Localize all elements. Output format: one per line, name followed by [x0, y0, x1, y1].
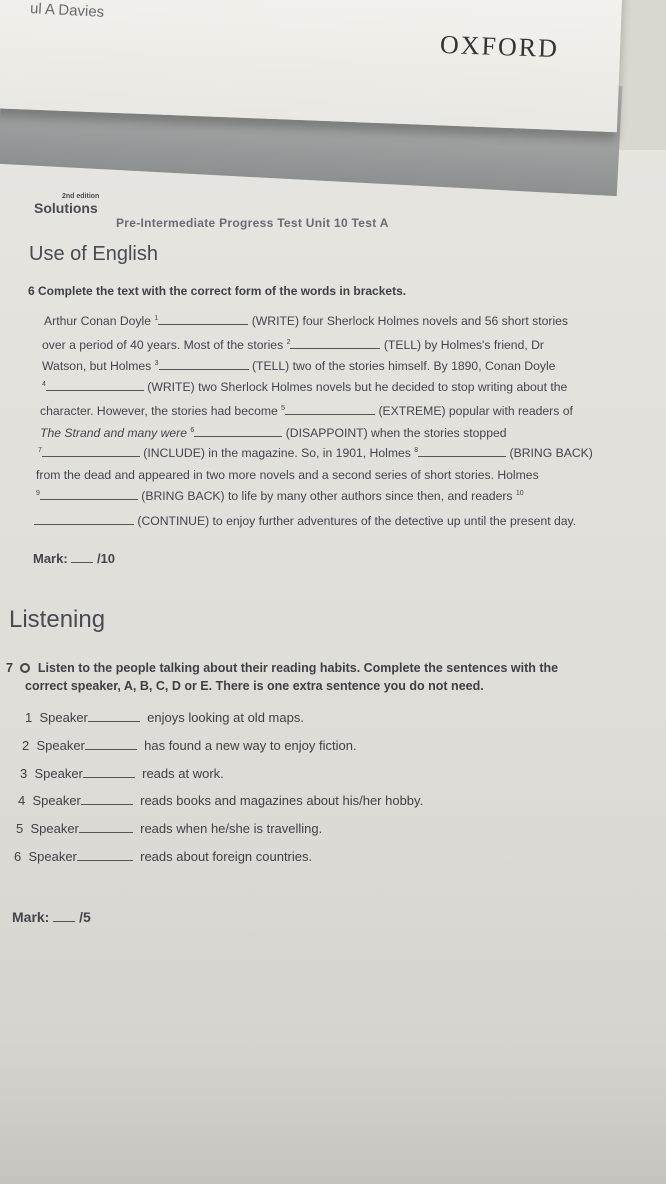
gap-number: 5 — [281, 404, 286, 412]
answer-blank[interactable] — [418, 446, 506, 457]
brand-title: Solutions — [34, 200, 98, 216]
mark-7 — [12, 909, 91, 925]
answer-blank[interactable] — [85, 739, 137, 750]
gap-number: 1 — [154, 314, 159, 322]
item-number: 1 — [25, 710, 33, 725]
text-line — [36, 468, 539, 482]
item-number: 4 — [18, 793, 26, 808]
answer-blank[interactable] — [290, 338, 380, 349]
line-text: (BRING BACK) to life by many other authors since then, and readers — [141, 489, 516, 503]
answer-blank[interactable] — [34, 514, 134, 525]
line-text: (WRITE) four Sherlock Holmes novels and 56 short stories — [251, 314, 569, 328]
answer-blank[interactable] — [88, 711, 140, 722]
text-line — [34, 514, 576, 528]
section-title-use-of-english: Use of English — [29, 243, 158, 265]
list-item — [14, 849, 312, 864]
list-item — [18, 793, 423, 808]
text-line — [42, 380, 567, 394]
item-text: reads books and magazines about his/her hobby. — [140, 793, 424, 808]
instruction-line: Listen to the people talking about their reading habits. Complete the sentences with the — [37, 661, 559, 675]
list-item — [25, 710, 304, 725]
gap-number: 3 — [154, 359, 159, 367]
list-item — [16, 821, 322, 836]
item-speaker: Speaker — [28, 849, 77, 864]
publisher-logo: OXFORD — [439, 29, 560, 64]
gap-number: 2 — [286, 338, 291, 346]
gap-number: 7 — [38, 446, 42, 454]
item-text: has found a new way to enjoy fiction. — [144, 738, 357, 753]
text-line — [44, 314, 568, 328]
line-text: The Strand and many were — [40, 426, 191, 440]
line-text: (INCLUDE) in the magazine. So, in 1901, Holmes — [143, 446, 415, 460]
exercise-7-instruction — [6, 661, 558, 675]
gap-number: 8 — [414, 446, 419, 454]
test-subtitle: Pre-Intermediate Progress Test Unit 10 Test A — [116, 216, 389, 230]
answer-blank[interactable] — [194, 426, 282, 437]
list-item — [20, 766, 224, 781]
item-text: reads about foreign countries. — [140, 849, 313, 864]
line-text: character. However, the stories had become — [40, 404, 282, 418]
answer-blank[interactable] — [77, 850, 133, 861]
text-line — [40, 404, 573, 418]
item-number: 5 — [16, 821, 24, 836]
gap-number: 9 — [36, 489, 40, 497]
line-text: (TELL) two of the stories himself. By 1890, Conan Doyle — [251, 359, 556, 373]
mark-total: /5 — [79, 909, 91, 925]
line-text: (CONTINUE) to enjoy further adventures of the detective up until the present day. — [137, 514, 577, 528]
item-speaker: Speaker — [32, 793, 81, 808]
answer-blank[interactable] — [285, 404, 375, 415]
audio-icon — [20, 663, 30, 673]
answer-blank[interactable] — [46, 380, 144, 391]
answer-blank[interactable] — [40, 489, 138, 500]
mark-blank[interactable] — [53, 911, 75, 922]
item-text: enjoys looking at old maps. — [147, 710, 304, 725]
text-line — [42, 359, 555, 373]
line-text: (BRING BACK) — [509, 446, 593, 460]
answer-blank[interactable] — [159, 359, 249, 370]
edition-label: 2nd edition — [62, 193, 100, 200]
shadow — [0, 1040, 666, 1184]
line-text: (WRITE) two Sherlock Holmes novels but he decided to stop writing about the — [147, 380, 568, 394]
line-text: Watson, but Holmes — [42, 359, 155, 373]
item-speaker: Speaker — [36, 738, 85, 753]
book-author: ul A Davies — [29, 0, 105, 21]
gap-number: 4 — [42, 380, 46, 388]
line-text: (DISAPPOINT) when the stories stopped — [285, 426, 507, 440]
answer-blank[interactable] — [79, 822, 133, 833]
text-line — [36, 489, 524, 503]
item-number: 6 — [14, 849, 22, 864]
gap-number: 6 — [190, 426, 195, 434]
mark-label: Mark: — [33, 551, 68, 566]
mark-blank[interactable] — [71, 552, 93, 563]
item-speaker: Speaker — [30, 821, 79, 836]
mark-label: Mark: — [12, 909, 50, 925]
exercise-number: 7 — [6, 661, 13, 675]
item-text: reads when he/she is travelling. — [140, 821, 323, 836]
section-title-listening: Listening — [9, 606, 106, 633]
item-number: 2 — [22, 738, 30, 753]
line-text: (TELL) by Holmes's friend, Dr — [383, 338, 544, 352]
answer-blank[interactable] — [158, 314, 248, 325]
item-number: 3 — [20, 766, 28, 781]
gap-number: 10 — [515, 489, 524, 497]
item-text: reads at work. — [142, 766, 224, 781]
mark-6 — [33, 551, 115, 566]
exercise-7-instruction-cont: correct speaker, A, B, C, D or E. There is one extra sentence you do not need. — [25, 679, 484, 693]
line-text: (EXTREME) popular with readers of — [378, 404, 573, 418]
list-item — [22, 738, 357, 753]
line-text: over a period of 40 years. Most of the stories — [42, 338, 287, 352]
answer-blank[interactable] — [81, 794, 133, 805]
text-line — [38, 446, 593, 460]
line-text: from the dead and appeared in two more novels and a second series of short stories. Holmes — [36, 468, 539, 482]
exercise-6-instruction: 6 Complete the text with the correct form of the words in brackets. — [28, 284, 407, 298]
answer-blank[interactable] — [83, 767, 135, 778]
text-line — [42, 338, 544, 352]
item-speaker: Speaker — [34, 766, 83, 781]
line-text: Arthur Conan Doyle — [44, 314, 155, 328]
answer-blank[interactable] — [42, 446, 140, 457]
text-line — [40, 426, 507, 440]
item-speaker: Speaker — [39, 710, 88, 725]
mark-total: /10 — [96, 551, 116, 566]
